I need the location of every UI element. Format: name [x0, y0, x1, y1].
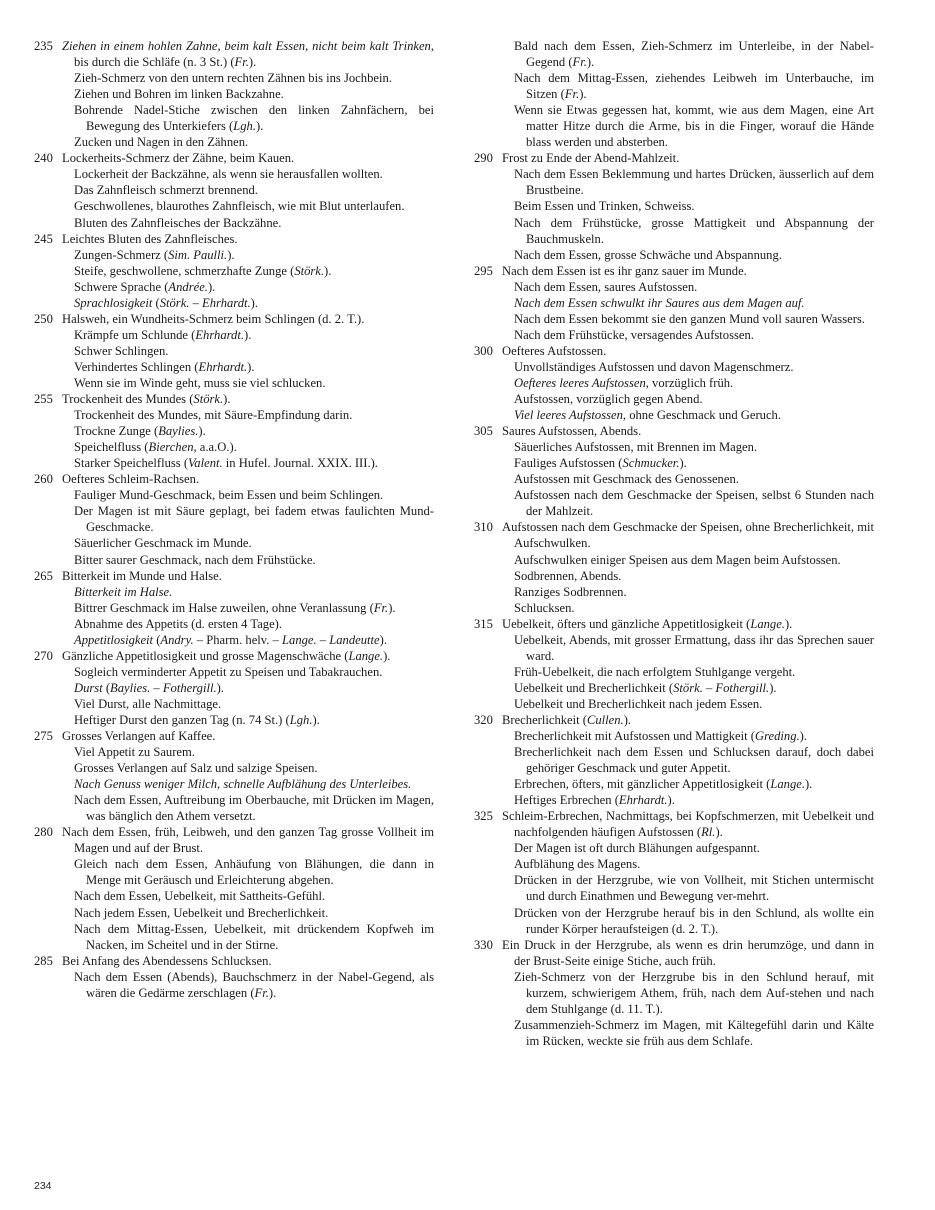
entry-number: 245 [34, 231, 53, 246]
symptom-entry [34, 182, 434, 198]
numbered-symptom-entry [474, 712, 874, 728]
entry-text: Bitter saurer Geschmack, nach dem Frühstücke. [74, 552, 316, 567]
symptom-entry [34, 696, 434, 712]
numbered-symptom-entry [474, 343, 874, 359]
symptom-entry [474, 487, 874, 519]
symptom-entry [34, 584, 434, 600]
symptom-entry [34, 375, 434, 391]
entry-text: Nach dem Essen ist es ihr ganz sauer im Munde. [502, 263, 747, 278]
entry-text: Nach dem Essen, Uebelkeit, mit Sattheits-Gefühl. [74, 889, 326, 904]
entry-text: Viel leeres Aufstossen, ohne Geschmack und Geruch. [514, 408, 781, 423]
entry-number: 310 [474, 520, 493, 535]
entry-text: Das Zahnfleisch schmerzt brennend. [74, 183, 258, 198]
symptom-entry [474, 584, 874, 600]
entry-text: Ranziges Sodbrennen. [514, 584, 627, 599]
entry-text: Aufstossen nach dem Geschmacke der Speisen, ohne Brecherlichkeit, mit Aufschwulken. [502, 520, 874, 551]
left-column [34, 38, 434, 1001]
entry-text: Frost zu Ende der Abend-Mahlzeit. [502, 151, 680, 166]
entry-text: Brecherlichkeit mit Aufstossen und Mattigkeit (Greding.). [514, 729, 807, 744]
symptom-entry [474, 664, 874, 680]
entry-text: Trockne Zunge (Baylies.). [74, 424, 206, 439]
entry-text: Bluten des Zahnfleisches der Backzähne. [74, 215, 282, 230]
entry-text: Aufstossen nach dem Geschmacke der Speisen, selbst 6 Stunden nach der Mahlzeit. [514, 488, 874, 519]
entry-text: Sprachlosigkeit (Störk. – Ehrhardt.). [74, 295, 259, 310]
symptom-entry [34, 760, 434, 776]
numbered-symptom-entry [34, 311, 434, 327]
symptom-entry [34, 86, 434, 102]
entry-text: Lockerheits-Schmerz der Zähne, beim Kauen. [62, 151, 295, 166]
entry-text: Steife, geschwollene, schmerzhafte Zunge (Störk.). [74, 263, 332, 278]
symptom-entry [474, 728, 874, 744]
entry-number: 300 [474, 343, 493, 358]
entry-text: Erbrechen, öfters, mit gänzlicher Appetitlosigkeit (Lange.). [514, 777, 813, 792]
entry-text: Viel Appetit zu Saurem. [74, 745, 195, 760]
entry-text: Aufstossen mit Geschmack des Genossenen. [514, 472, 739, 487]
entry-number: 305 [474, 424, 493, 439]
symptom-entry [474, 568, 874, 584]
entry-text: Sogleich verminderter Appetit zu Speisen und Tabakrauchen. [74, 664, 383, 679]
symptom-entry [34, 215, 434, 231]
symptom-entry [474, 279, 874, 295]
symptom-entry [474, 198, 874, 214]
entry-text: Abnahme des Appetits (d. ersten 4 Tage). [74, 616, 283, 631]
entry-text: Uebelkeit und Brecherlichkeit nach jedem Essen. [514, 696, 763, 711]
entry-text: Beim Essen und Trinken, Schweiss. [514, 199, 695, 214]
entry-text: Oefteres Schleim-Rachsen. [62, 472, 200, 487]
entry-text: Speichelfluss (Bierchen, a.a.O.). [74, 440, 237, 455]
symptom-entry [474, 295, 874, 311]
symptom-entry [34, 439, 434, 455]
symptom-entry [34, 295, 434, 311]
numbered-symptom-entry [474, 616, 874, 632]
entry-text: Bald nach dem Essen, Zieh-Schmerz im Unterleibe, in der Nabel-Gegend (Fr.). [514, 39, 874, 70]
entry-text: Nach dem Frühstücke, versagendes Aufstossen. [514, 327, 754, 342]
symptom-entry [34, 905, 434, 921]
entry-text: Gleich nach dem Essen, Anhäufung von Blähungen, die dann in Menge mit Geräusch und Erleichterung abgehen. [74, 857, 434, 888]
symptom-entry [474, 455, 874, 471]
symptom-entry [474, 70, 874, 102]
entry-text: Nach dem Essen, früh, Leibweh, und den ganzen Tag grosse Vollheit im Magen und auf der Brust. [62, 825, 434, 856]
symptom-entry [34, 134, 434, 150]
entry-text: Nach dem Essen, grosse Schwäche und Abspannung. [514, 247, 782, 262]
symptom-entry [474, 792, 874, 808]
entry-text: Brecherlichkeit nach dem Essen und Schlucksen darauf, doch dabei gehöriger Geschmack und guter Appetit. [514, 745, 874, 776]
symptom-entry [34, 680, 434, 696]
entry-text: Verhindertes Schlingen (Ehrhardt.). [74, 359, 255, 374]
symptom-entry [34, 423, 434, 439]
entry-text: Grosses Verlangen auf Salz und salzige Speisen. [74, 761, 318, 776]
symptom-entry [34, 792, 434, 824]
entry-text: Trockenheit des Mundes (Störk.). [62, 392, 231, 407]
numbered-symptom-entry [474, 150, 874, 166]
symptom-entry [34, 455, 434, 471]
entry-text: Gänzliche Appetitlosigkeit und grosse Magenschwäche (Lange.). [62, 648, 391, 663]
symptom-entry [34, 776, 434, 792]
entry-text: Nach Genuss weniger Milch, schnelle Aufblähung des Unterleibes. [74, 777, 412, 792]
entry-number: 295 [474, 263, 493, 278]
entry-text: Nach dem Essen bekommt sie den ganzen Mund voll sauren Wassers. [514, 311, 865, 326]
symptom-entry [34, 327, 434, 343]
entry-text: Geschwollenes, blaurothes Zahnfleisch, wie mit Blut unterlaufen. [74, 199, 405, 214]
entry-text: Aufblähung des Magens. [514, 857, 641, 872]
symptom-entry [474, 840, 874, 856]
entry-number: 250 [34, 311, 53, 326]
symptom-entry [474, 102, 874, 150]
numbered-symptom-entry [474, 423, 874, 439]
numbered-symptom-entry [34, 648, 434, 664]
entry-text: Zieh-Schmerz von den untern rechten Zähnen bis ins Jochbein. [74, 71, 392, 86]
entry-text: Uebelkeit und Brecherlichkeit (Störk. – Fothergill.). [514, 680, 777, 695]
entry-text: Bittrer Geschmack im Halse zuweilen, ohne Veranlassung (Fr.). [74, 600, 396, 615]
entry-number: 260 [34, 472, 53, 487]
entry-text: Wenn sie im Winde geht, muss sie viel schlucken. [74, 375, 326, 390]
symptom-entry [34, 664, 434, 680]
symptom-entry [34, 407, 434, 423]
two-column-body [34, 38, 893, 1049]
symptom-entry [34, 70, 434, 86]
numbered-symptom-entry [34, 231, 434, 247]
entry-number: 255 [34, 392, 53, 407]
numbered-symptom-entry [34, 568, 434, 584]
entry-text: Ziehen und Bohren im linken Backzahne. [74, 87, 284, 102]
symptom-entry [474, 311, 874, 327]
symptom-entry [474, 872, 874, 904]
symptom-entry [34, 102, 434, 134]
symptom-entry [474, 776, 874, 792]
symptom-entry [34, 279, 434, 295]
symptom-entry [34, 359, 434, 375]
entry-text: Sodbrennen, Abends. [514, 568, 622, 583]
symptom-entry [474, 696, 874, 712]
symptom-entry [474, 632, 874, 664]
symptom-entry [474, 471, 874, 487]
entry-text: Durst (Baylies. – Fothergill.). [74, 680, 224, 695]
entry-text: Schleim-Erbrechen, Nachmittags, bei Kopfschmerzen, mit Uebelkeit und nachfolgenden häufigen Aufstossen (Rl.). [502, 809, 874, 840]
entry-text: Lockerheit der Backzähne, als wenn sie herausfallen wollten. [74, 167, 383, 182]
numbered-symptom-entry [474, 263, 874, 279]
entry-text: Viel Durst, alle Nachmittage. [74, 696, 222, 711]
entry-text: Halsweh, ein Wundheits-Schmerz beim Schlingen (d. 2. T.). [62, 311, 365, 326]
symptom-entry [34, 744, 434, 760]
entry-text: Der Magen ist oft durch Blähungen aufgespannt. [514, 841, 760, 856]
entry-number: 320 [474, 712, 493, 727]
entry-text: Säuerlicher Geschmack im Munde. [74, 536, 252, 551]
numbered-symptom-entry [34, 38, 434, 70]
entry-text: Zucken und Nagen in den Zähnen. [74, 135, 249, 150]
entry-text: Fauliger Mund-Geschmack, beim Essen und beim Schlingen. [74, 488, 384, 503]
entry-text: Grosses Verlangen auf Kaffee. [62, 729, 216, 744]
symptom-entry [34, 969, 434, 1001]
symptom-entry [474, 375, 874, 391]
entry-number: 330 [474, 937, 493, 952]
entry-text: Ziehen in einem hohlen Zahne, beim kalt Essen, nicht beim kalt Trinken, bis durch die Schläfe (n. 3 St.) (Fr.). [62, 39, 434, 70]
symptom-entry [34, 343, 434, 359]
entry-text: Starker Speichelfluss (Valent. in Hufel. Journal. XXIX. III.). [74, 456, 378, 471]
symptom-entry [34, 503, 434, 535]
entry-text: Heftiger Durst den ganzen Tag (n. 74 St.) (Lgh.). [74, 712, 320, 727]
entry-text: Oefteres leeres Aufstossen, vorzüglich früh. [514, 375, 734, 390]
symptom-entry [474, 680, 874, 696]
symptom-entry [474, 215, 874, 247]
page-number: 234 [34, 1180, 52, 1192]
entry-text: Nach dem Essen, saures Aufstossen. [514, 279, 698, 294]
entry-text: Zieh-Schmerz von der Herzgrube bis in den Schlund herauf, mit kurzem, schwierigem Athem, früh, nach dem Auf-stehen und nach dem Stuhlgange (d. 11. T.). [514, 969, 874, 1016]
entry-number: 290 [474, 151, 493, 166]
entry-text: Nach dem Essen (Abends), Bauchschmerz in der Nabel-Gegend, als wären die Gedärme zerschlagen (Fr.). [74, 969, 434, 1000]
symptom-entry [34, 616, 434, 632]
entry-text: Bitterkeit im Halse. [74, 584, 173, 599]
entry-text: Brecherlichkeit (Cullen.). [502, 712, 632, 727]
entry-text: Leichtes Bluten des Zahnfleisches. [62, 231, 238, 246]
entry-number: 280 [34, 825, 53, 840]
entry-text: Nach dem Mittag-Essen, Uebelkeit, mit drückendem Kopfweh im Nacken, im Scheitel und in der Stirne. [74, 921, 434, 952]
entry-text: Nach dem Essen, Auftreibung im Oberbauche, mit Drücken im Magen, was bänglich den Athem versetzt. [74, 793, 434, 824]
symptom-entry [474, 439, 874, 455]
entry-text: Aufschwulken einiger Speisen aus dem Magen beim Aufstossen. [514, 552, 841, 567]
symptom-entry [474, 744, 874, 776]
entry-text: Oefteres Aufstossen. [502, 343, 607, 358]
symptom-entry [34, 712, 434, 728]
entry-text: Nach dem Essen Beklemmung und hartes Drücken, äusserlich auf dem Brustbeine. [514, 167, 874, 198]
symptom-entry [34, 888, 434, 904]
numbered-symptom-entry [34, 391, 434, 407]
entry-text: Uebelkeit, Abends, mit grosser Ermattung, dass ihr das Sprechen sauer ward. [514, 632, 874, 663]
symptom-entry [34, 600, 434, 616]
symptom-entry [34, 921, 434, 953]
entry-text: Aufstossen, vorzüglich gegen Abend. [514, 392, 703, 407]
symptom-entry [474, 552, 874, 568]
entry-text: Schwer Schlingen. [74, 343, 169, 358]
symptom-entry [474, 600, 874, 616]
numbered-symptom-entry [34, 953, 434, 969]
entry-text: Appetitlosigkeit (Andry. – Pharm. helv. – Lange. – Landeutte). [74, 632, 387, 647]
symptom-entry [474, 359, 874, 375]
symptom-entry [34, 166, 434, 182]
symptom-entry [34, 632, 434, 648]
symptom-entry [474, 327, 874, 343]
symptom-entry [474, 38, 874, 70]
numbered-symptom-entry [34, 728, 434, 744]
symptom-entry [34, 856, 434, 888]
symptom-entry [474, 1017, 874, 1049]
symptom-entry [34, 552, 434, 568]
entry-text: Bei Anfang des Abendessens Schlucksen. [62, 953, 272, 968]
entry-number: 285 [34, 953, 53, 968]
entry-text: Nach dem Mittag-Essen, ziehendes Leibweh im Unterbauche, im Sitzen (Fr.). [514, 71, 874, 102]
symptom-entry [34, 535, 434, 551]
entry-number: 275 [34, 729, 53, 744]
numbered-symptom-entry [474, 937, 874, 969]
numbered-symptom-entry [474, 808, 874, 840]
symptom-entry [474, 856, 874, 872]
entry-text: Drücken in der Herzgrube, wie von Vollheit, mit Stichen untermischt und durch Einathmen und Bewegung ver-mehrt. [514, 873, 874, 904]
symptom-entry [474, 247, 874, 263]
entry-text: Der Magen ist mit Säure geplagt, bei fadem etwas faulichten Mund-Geschmacke. [74, 504, 434, 535]
entry-number: 265 [34, 568, 53, 583]
entry-number: 315 [474, 616, 493, 631]
symptom-entry [474, 969, 874, 1017]
symptom-entry [34, 263, 434, 279]
entry-text: Zusammenzieh-Schmerz im Magen, mit Kältegefühl darin und Kälte im Rücken, weckte sie früh aus dem Schlafe. [514, 1017, 874, 1048]
entry-number: 325 [474, 809, 493, 824]
entry-text: Saures Aufstossen, Abends. [502, 424, 642, 439]
symptom-entry [34, 487, 434, 503]
symptom-entry [34, 198, 434, 214]
entry-text: Zungen-Schmerz (Sim. Paulli.). [74, 247, 235, 262]
symptom-entry [34, 247, 434, 263]
entry-text: Trockenheit des Mundes, mit Säure-Empfindung darin. [74, 408, 353, 423]
entry-text: Schlucksen. [514, 600, 575, 615]
entry-text: Nach dem Frühstücke, grosse Mattigkeit und Abspannung der Bauchmuskeln. [514, 215, 874, 246]
symptom-entry [474, 905, 874, 937]
entry-text: Bitterkeit im Munde und Halse. [62, 568, 222, 583]
entry-text: Fauliges Aufstossen (Schmucker.). [514, 456, 687, 471]
symptom-entry [474, 391, 874, 407]
entry-number: 270 [34, 648, 53, 663]
entry-text: Nach jedem Essen, Uebelkeit und Brecherlichkeit. [74, 905, 329, 920]
entry-text: Früh-Uebelkeit, die nach erfolgtem Stuhlgange vergeht. [514, 664, 796, 679]
entry-text: Ein Druck in der Herzgrube, als wenn es drin herumzöge, und dann in der Brust-Seite einige Stiche, auch früh. [502, 937, 874, 968]
entry-text: Krämpfe um Schlunde (Ehrhardt.). [74, 327, 252, 342]
entry-text: Uebelkeit, öfters und gänzliche Appetitlosigkeit (Lange.). [502, 616, 793, 631]
entry-text: Bohrende Nadel-Stiche zwischen den linken Zahnfächern, bei Bewegung des Unterkiefers (Lgh.). [74, 103, 434, 134]
entry-number: 240 [34, 151, 53, 166]
entry-text: Unvollständiges Aufstossen und davon Magenschmerz. [514, 359, 794, 374]
entry-text: Heftiges Erbrechen (Ehrhardt.). [514, 793, 675, 808]
entry-text: Schwere Sprache (Andrée.). [74, 279, 216, 294]
numbered-symptom-entry [34, 824, 434, 856]
entry-text: Säuerliches Aufstossen, mit Brennen im Magen. [514, 440, 758, 455]
right-column [474, 38, 874, 1049]
numbered-symptom-entry [34, 471, 434, 487]
entry-number: 235 [34, 39, 53, 53]
numbered-symptom-entry [474, 519, 874, 551]
entry-text: Nach dem Essen schwulkt ihr Saures aus dem Magen auf. [514, 295, 805, 310]
symptom-entry [474, 407, 874, 423]
entry-text: Drücken von der Herzgrube herauf bis in den Schlund, als wollte ein runder Körper heraufsteigen (d. 2. T.). [514, 905, 874, 936]
entry-text: Wenn sie Etwas gegessen hat, kommt, wie aus dem Magen, eine Art matter Hitze durch die Arme, bis in die Finger, worauf die Hände blass werden und absterben. [514, 103, 874, 150]
numbered-symptom-entry [34, 150, 434, 166]
symptom-entry [474, 166, 874, 198]
